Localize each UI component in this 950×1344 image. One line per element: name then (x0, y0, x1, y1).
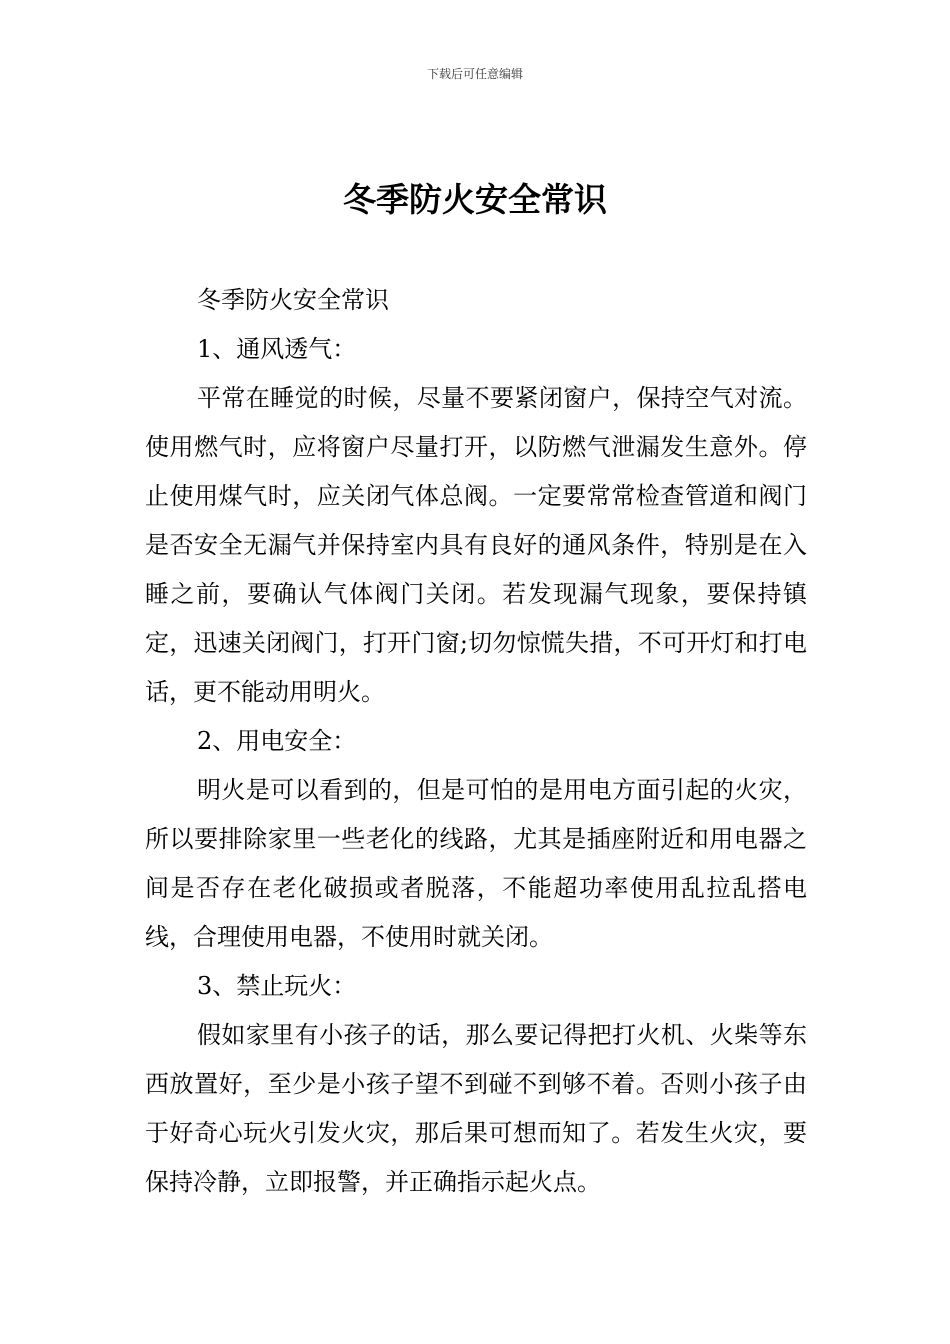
section-heading-ventilation: 1、通风透气： (197, 335, 357, 363)
section-heading-electricity: 2、用电安全： (197, 727, 357, 755)
document-body (145, 276, 807, 1207)
header-note: 下载后可任意编辑 (426, 67, 523, 81)
paragraph-electricity: 明火是可以看到的，但是可怕的是用电方面引起的火灾，所以要排除家里一些老化的线路，尤其是插座附近和用电器之间是否存在老化破损或者脱落，不能超功率使用乱拉乱搭电线，合理使用电器，不使用时就关闭。 (145, 776, 807, 951)
document-title: 冬季防火安全常识 (343, 180, 607, 219)
paragraph-no-playing-fire: 假如家里有小孩子的话，那么要记得把打火机、火柴等东西放置好，至少是小孩子望不到碰不到够不着。否则小孩子由于好奇心玩火引发火灾，那后果可想而知了。若发生火灾，要保持冷静，立即报警，并正确指示起火点。 (145, 1021, 807, 1196)
subtitle-paragraph: 冬季防火安全常识 (197, 286, 389, 314)
paragraph-ventilation: 平常在睡觉的时候，尽量不要紧闭窗户，保持空气对流。使用燃气时，应将窗户尽量打开，以防燃气泄漏发生意外。停止使用煤气时，应关闭气体总阀。一定要常常检查管道和阀门是否安全无漏气并保持室内具有良好的通风条件，特别是在入睡之前，要确认气体阀门关闭。若发现漏气现象，要保持镇定，迅速关闭阀门，打开门窗;切勿惊慌失措，不可开灯和打电话，更不能动用明火。 (145, 384, 807, 706)
section-heading-no-playing-fire: 3、禁止玩火： (197, 972, 357, 1000)
